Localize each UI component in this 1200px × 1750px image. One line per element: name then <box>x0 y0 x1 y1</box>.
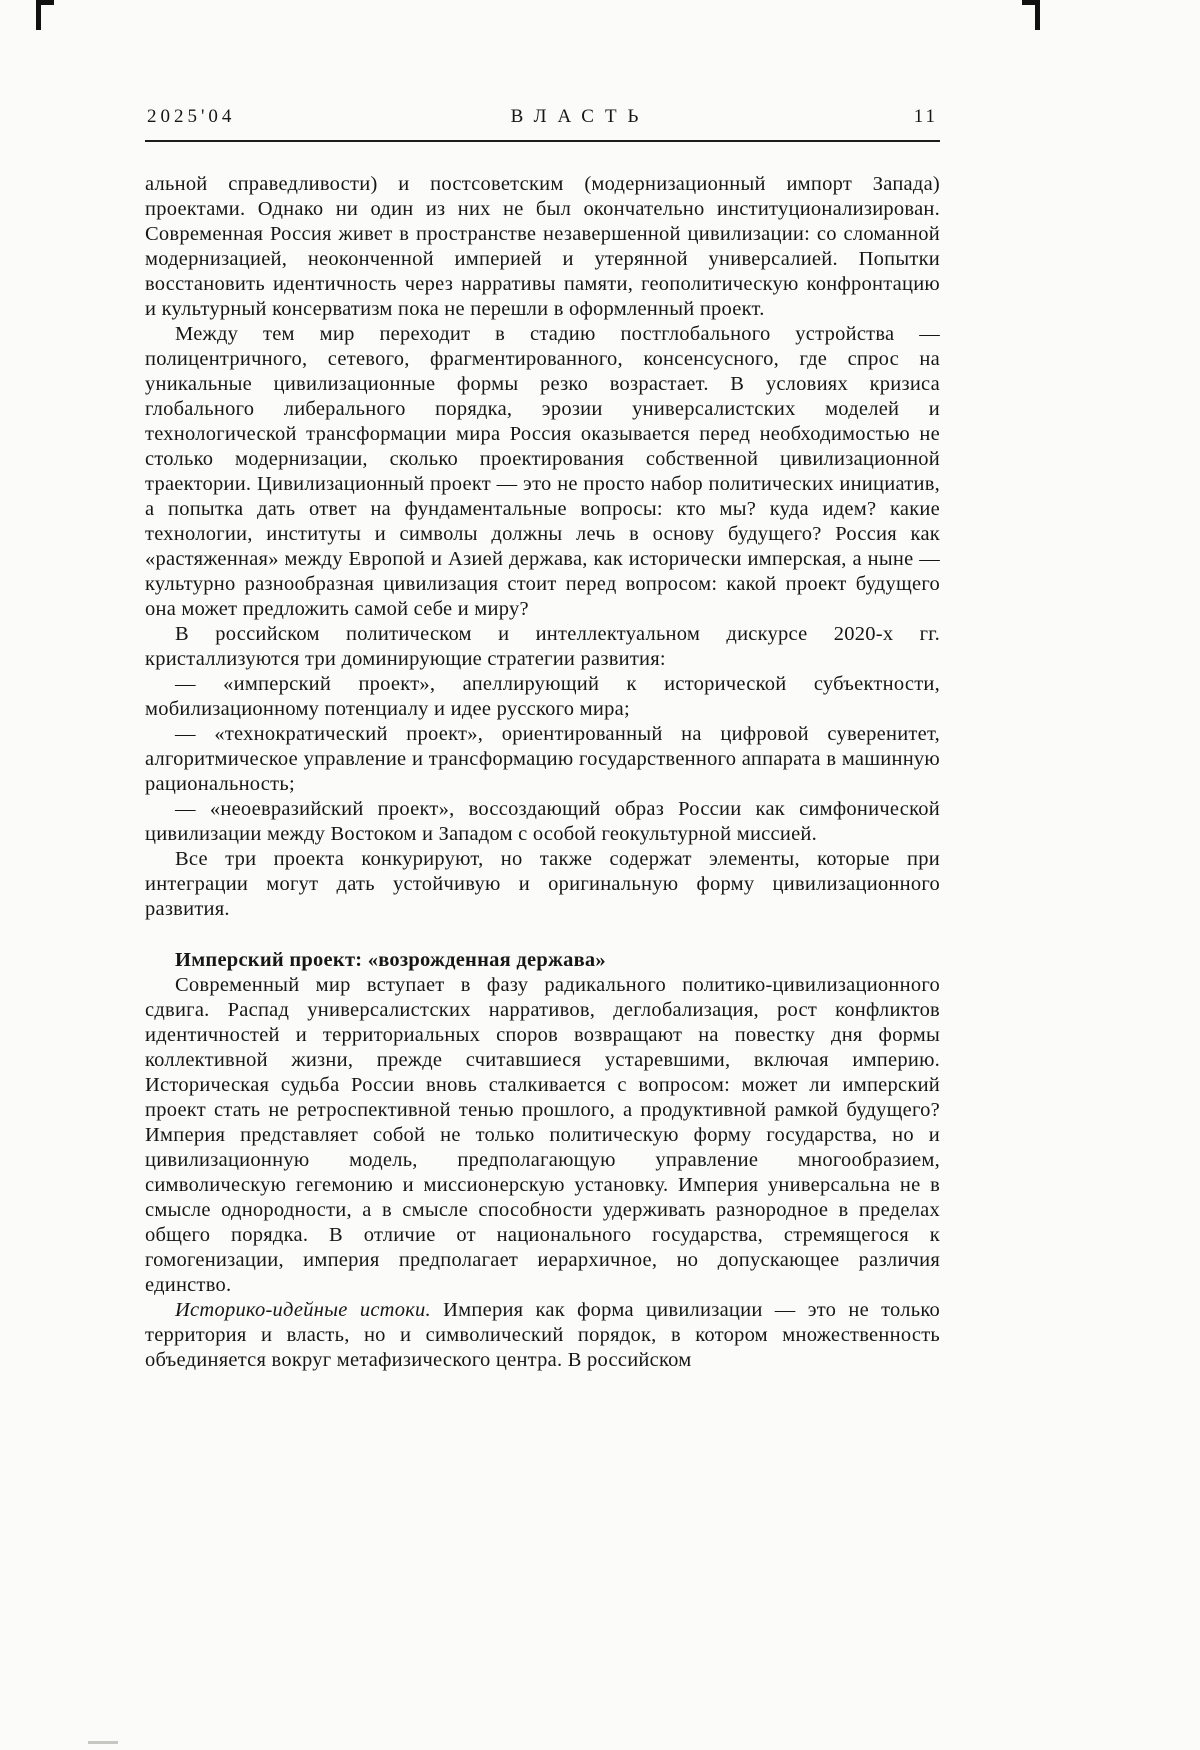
paragraph: — «неоевразийский проект», воссоздающий образ России как симфонической цивилизации между Востоком и Западом с особой геокультурной миссией. <box>145 798 940 845</box>
running-head <box>145 106 940 142</box>
paragraph: — «имперский проект», апеллирующий к исторической субъектности, мобилизационному потенциалу и идее русского мира; <box>145 673 940 720</box>
crop-mark-top-left <box>36 0 54 30</box>
paragraph: Современный мир вступает в фазу радикального политико-цивилизационного сдвига. Распад универсалистских нарративов, деглобализация, рост конфликтов идентичностей и территориальных споров возвращают на повестку дня формы коллективной жизни, прежде считавшиеся устаревшими, включая империю. Историческая судьба России вновь сталкивается с вопросом: может ли имперский проект стать не ретроспективной тенью прошлого, а продуктивной рамкой будущего? Империя представляет собой не только политическую форму государства, но и цивилизационную модель, предполагающую управление многообразием, символическую гегемонию и миссионерскую установку. Империя универсальна не в смысле однородности, а в смысле способности удерживать разнородное в пределах общего порядка. В отличие от национального государства, стремящегося к гомогенизации, империя предполагает иерархичное, но допускающее различия единство. <box>145 974 940 1296</box>
journal-title: ВЛАСТЬ <box>510 106 650 127</box>
text-column <box>145 106 940 1373</box>
paragraph: Все три проекта конкурируют, но также содержат элементы, которые при интеграции могут дать устойчивую и оригинальную форму цивилизационного развития. <box>145 848 940 920</box>
crop-mark-top-right <box>1022 0 1040 30</box>
article-body <box>145 172 940 1373</box>
section-heading: Имперский проект: «возрожденная держава» <box>175 949 606 971</box>
paragraph: Историко-идейные истоки. Империя как форма цивилизации — это не только территория и власть, но и символический порядок, в котором множественность объединяется вокруг метафизического центра. В российском <box>145 1299 940 1371</box>
paragraph: альной справедливости) и постсоветским (модернизационный импорт Запада) проектами. Однако ни один из них не был окончательно институционализирован. Современная Россия живет в пространстве незавершенной цивилизации: со сломанной модернизацией, неоконченной империей и утерянной универсалией. Попытки восстановить идентичность через нарративы памяти, геополитическую конфронтацию и культурный консерватизм пока не перешли в оформленный проект. <box>145 173 940 320</box>
crop-mark-bottom-left <box>88 1741 118 1744</box>
paragraph: В российском политическом и интеллектуальном дискурсе 2020-х гг. кристаллизуются три доминирующие стратегии развития: <box>145 623 940 670</box>
paragraph: Между тем мир переходит в стадию постглобального устройства — полицентричного, сетевого, фрагментированного, консенсусного, где спрос на уникальные цивилизационные формы резко возрастает. В условиях кризиса глобального либерального порядка, эрозии универсалистских моделей и технологической трансформации мира Россия оказывается перед необходимостью не столько модернизации, сколько проектирования собственной цивилизационной траектории. Цивилизационный проект — это не просто набор политических инициатив, а попытка дать ответ на фундаментальные вопросы: кто мы? куда идем? какие технологии, институты и символы должны лечь в основу будущего? Россия как «растяженная» между Европой и Азией держава, как исторически имперская, а ныне — культурно разнообразная цивилизация стоит перед вопросом: какой проект будущего она может предложить самой себе и миру? <box>145 323 940 620</box>
page-number: 11 <box>913 106 938 127</box>
paragraph-lead-italic: Историко-идейные истоки. <box>175 1299 431 1321</box>
issue-year: 2025'04 <box>147 106 236 127</box>
paragraph: — «технократический проект», ориентированный на цифровой суверенитет, алгоритмическое управление и трансформацию государственного аппарата в машинную рациональность; <box>145 723 940 795</box>
